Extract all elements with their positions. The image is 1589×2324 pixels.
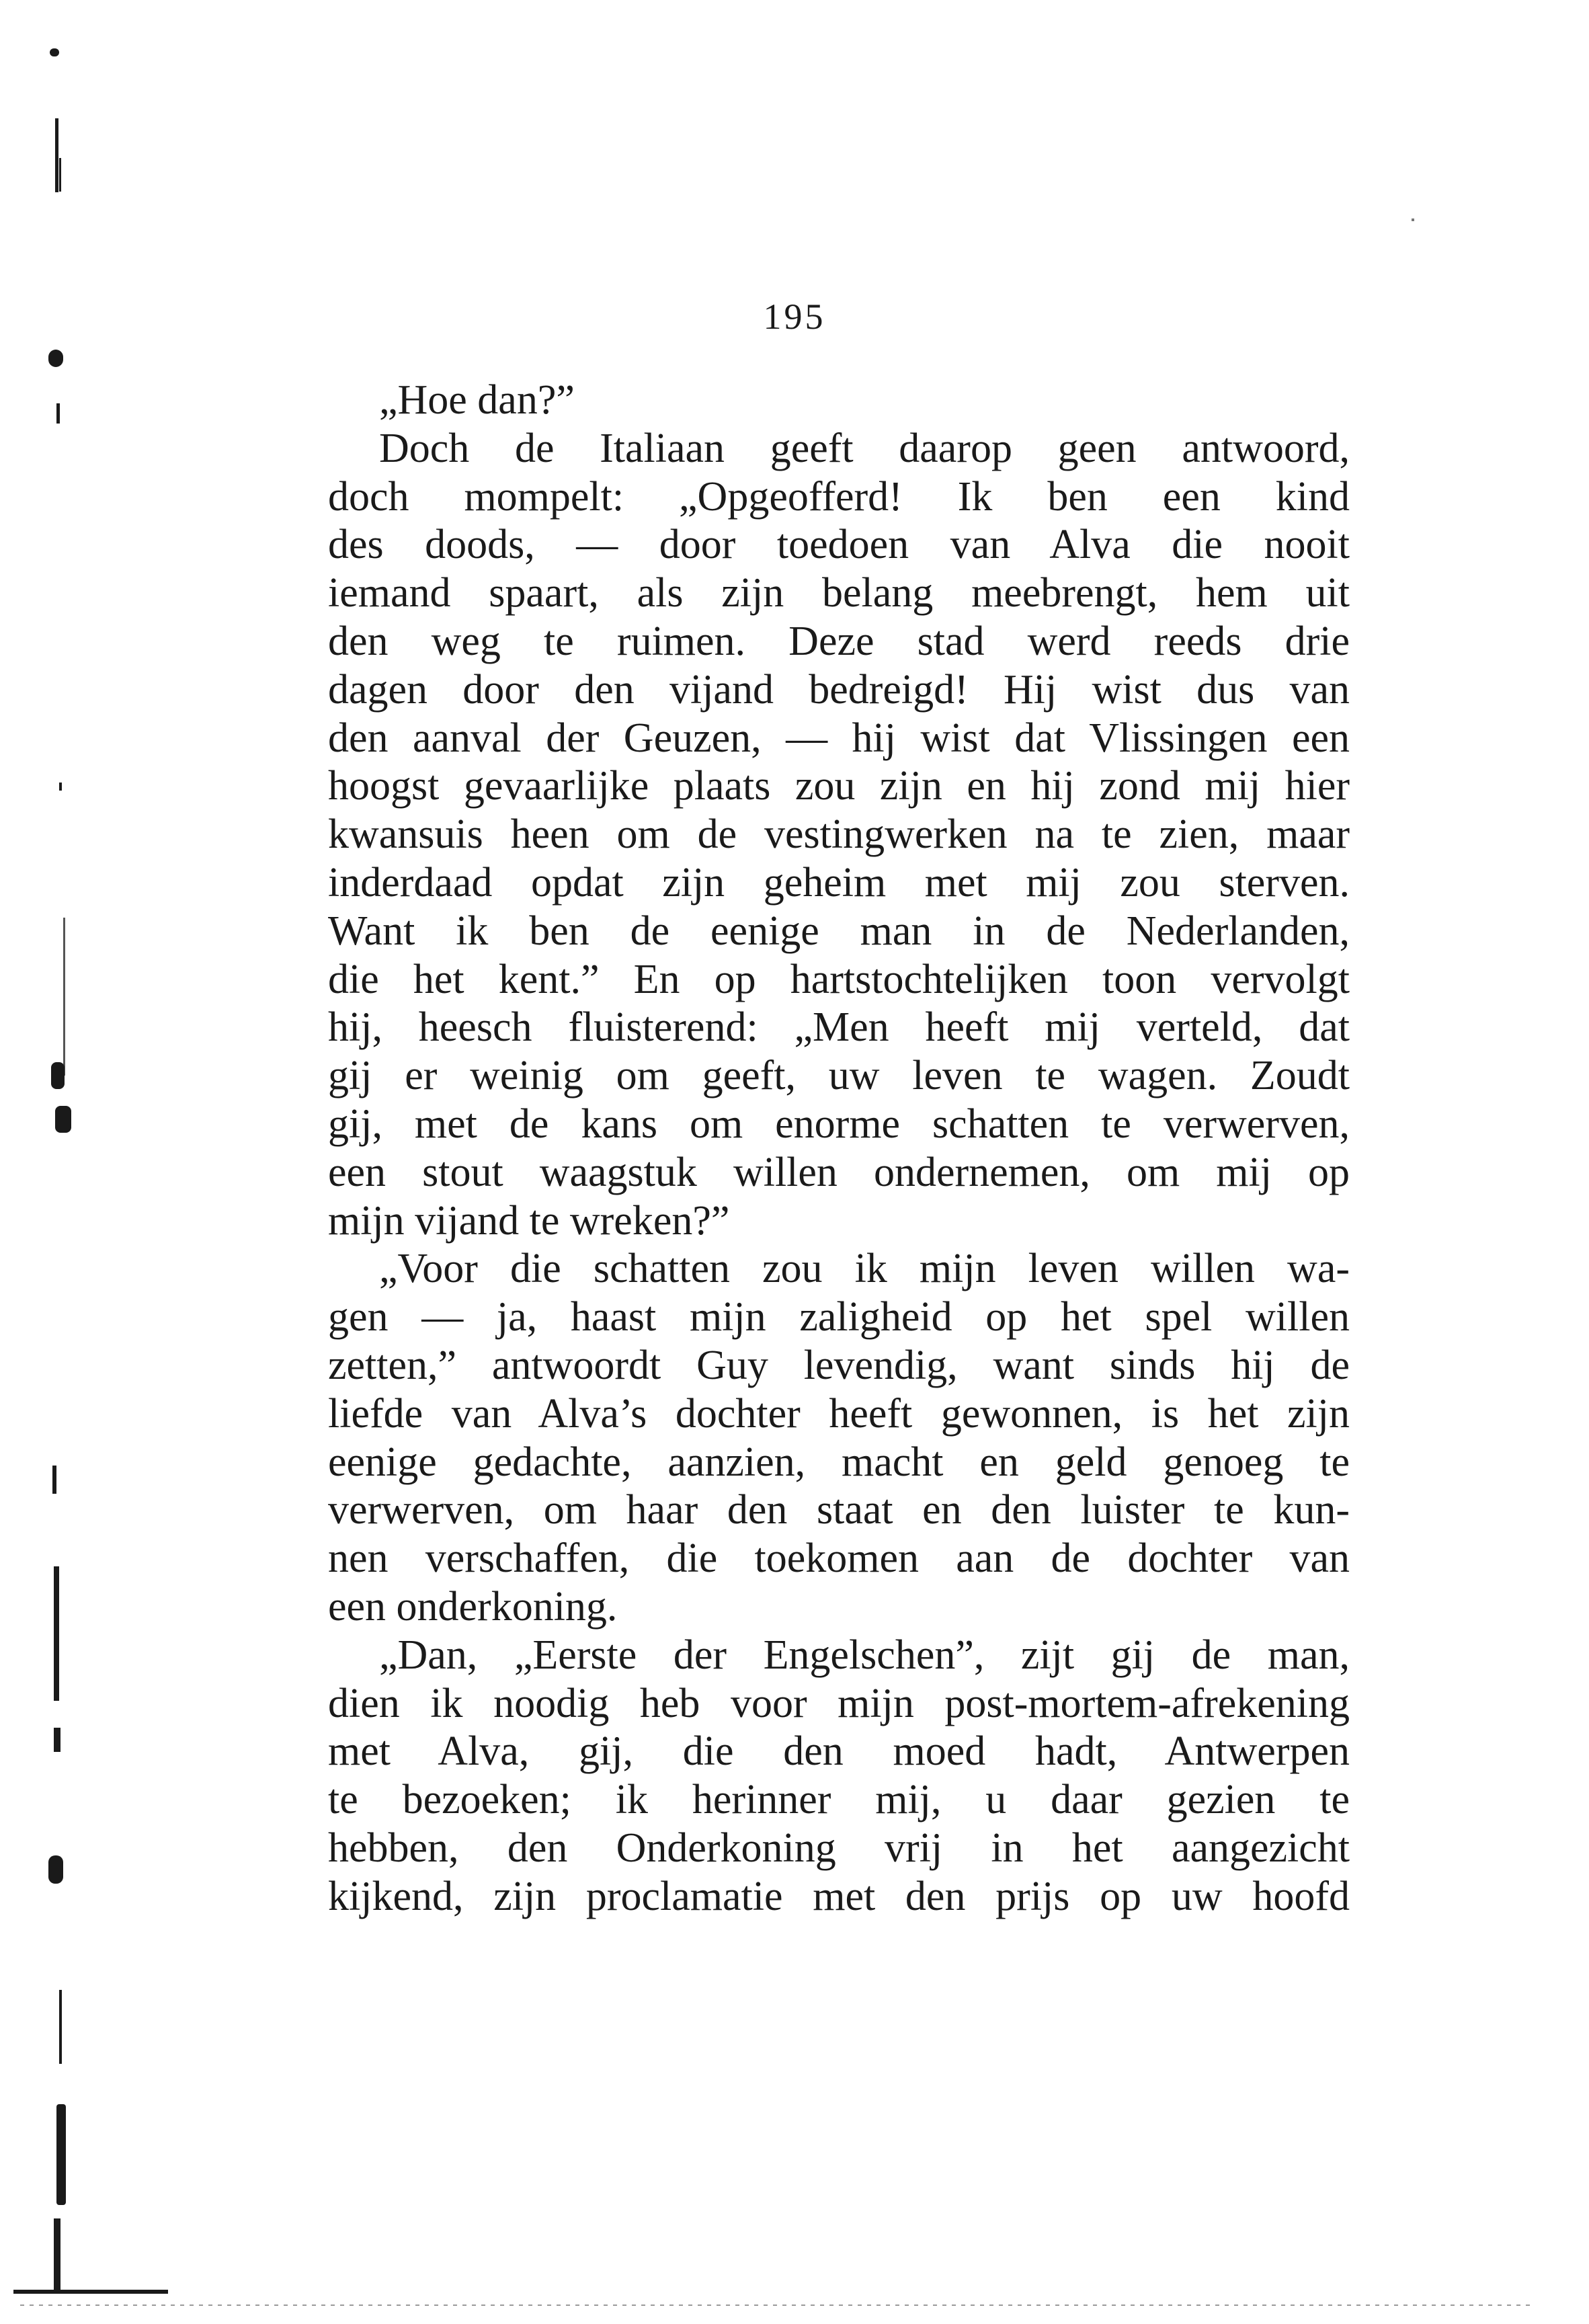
text-line: Doch de Italiaan geeft daarop geen antwoord, (379, 425, 1350, 471)
text-line: hoogst gevaarlijke plaats zou zijn en hij zond mij hier (328, 763, 1350, 809)
scan-edge-rule (20, 2305, 1533, 2306)
scan-artifact (54, 1728, 60, 1752)
text-line: „Voor die schatten zou ik mijn leven willen wa- (379, 1246, 1350, 1292)
scan-artifact (59, 158, 61, 192)
scan-artifact (48, 350, 63, 367)
scan-artifact (56, 403, 60, 424)
scan-artifact (63, 918, 65, 1076)
text-line: hebben, den Onderkoning vrij in het aangezicht (328, 1825, 1350, 1871)
text-line: mijn vijand te wreken?” (328, 1197, 730, 1244)
text-line: eenige gedachte, aanzien, macht en geld genoeg te (328, 1439, 1350, 1485)
text-line: een stout waagstuk willen ondernemen, om mij op (328, 1149, 1350, 1195)
scan-artifact (48, 1855, 63, 1884)
scan-artifact (55, 118, 58, 192)
scan-artifact (13, 2290, 168, 2294)
text-line: kwansuis heen om de vestingwerken na te zien, maar (328, 811, 1350, 858)
scan-artifact (55, 1106, 71, 1133)
text-line: een onderkoning. (328, 1583, 618, 1630)
text-line: gij er weinig om geeft, uw leven te wagen. Zoudt (328, 1053, 1350, 1099)
text-line: gij, met de kans om enorme schatten te verwerven, (328, 1100, 1350, 1147)
text-line: „Hoe dan?” (379, 377, 575, 423)
scan-artifact (51, 1062, 65, 1089)
text-line: zetten,” antwoordt Guy levendig, want sinds hij de (328, 1342, 1350, 1388)
scan-artifact (54, 2218, 60, 2292)
body-text (328, 376, 1350, 1921)
text-line: „Dan, „Eerste der Engelschen”, zijt gij de man, (379, 1632, 1350, 1678)
text-line: die het kent.” En op hartstochtelijken toon vervolgt (328, 956, 1350, 1002)
text-line: kijkend, zijn proclamatie met den prijs op uw hoofd (328, 1873, 1350, 1919)
text-line: nen verschaffen, die toekomen aan de dochter van (328, 1535, 1350, 1582)
text-line: hij, heesch fluisterend: „Men heeft mij verteld, dat (328, 1004, 1350, 1051)
text-line: den aanval der Geuzen, — hij wist dat Vlissingen een (328, 715, 1350, 761)
text-line: Want ik ben de eenige man in de Nederlanden, (328, 908, 1350, 954)
scan-artifact (52, 1466, 56, 1494)
text-line: te bezoeken; ik herinner mij, u daar gezien te (328, 1777, 1350, 1823)
scan-artifact (59, 1990, 62, 2064)
text-line: met Alva, gij, die den moed hadt, Antwerpen (328, 1728, 1350, 1775)
page-number: 195 (763, 296, 826, 337)
text-line: doch mompelt: „Opgeofferd! Ik ben een kind (328, 473, 1350, 520)
text-line: den weg te ruimen. Deze stad werd reeds drie (328, 618, 1350, 664)
text-line: liefde van Alva’s dochter heeft gewonnen, is het zijn (328, 1390, 1350, 1437)
text-line: verwerven, om haar den staat en den luister te kun- (328, 1487, 1350, 1533)
text-line: gen — ja, haast mijn zaligheid op het spel willen (328, 1294, 1350, 1340)
scan-artifact (50, 48, 59, 56)
text-line: dien ik noodig heb voor mijn post-mortem-afrekening (328, 1680, 1350, 1726)
text-line: inderdaad opdat zijn geheim met mij zou sterven. (328, 859, 1350, 906)
text-line: des doods, — door toedoen van Alva die nooit (328, 522, 1350, 568)
text-line: iemand spaart, als zijn belang meebrengt, hem uit (328, 570, 1350, 616)
scan-artifact (59, 783, 62, 791)
scan-artifact (1412, 218, 1414, 221)
scan-artifact (54, 1566, 59, 1701)
text-line: dagen door den vijand bedreigd! Hij wist dus van (328, 666, 1350, 713)
scan-artifact (56, 2104, 66, 2205)
